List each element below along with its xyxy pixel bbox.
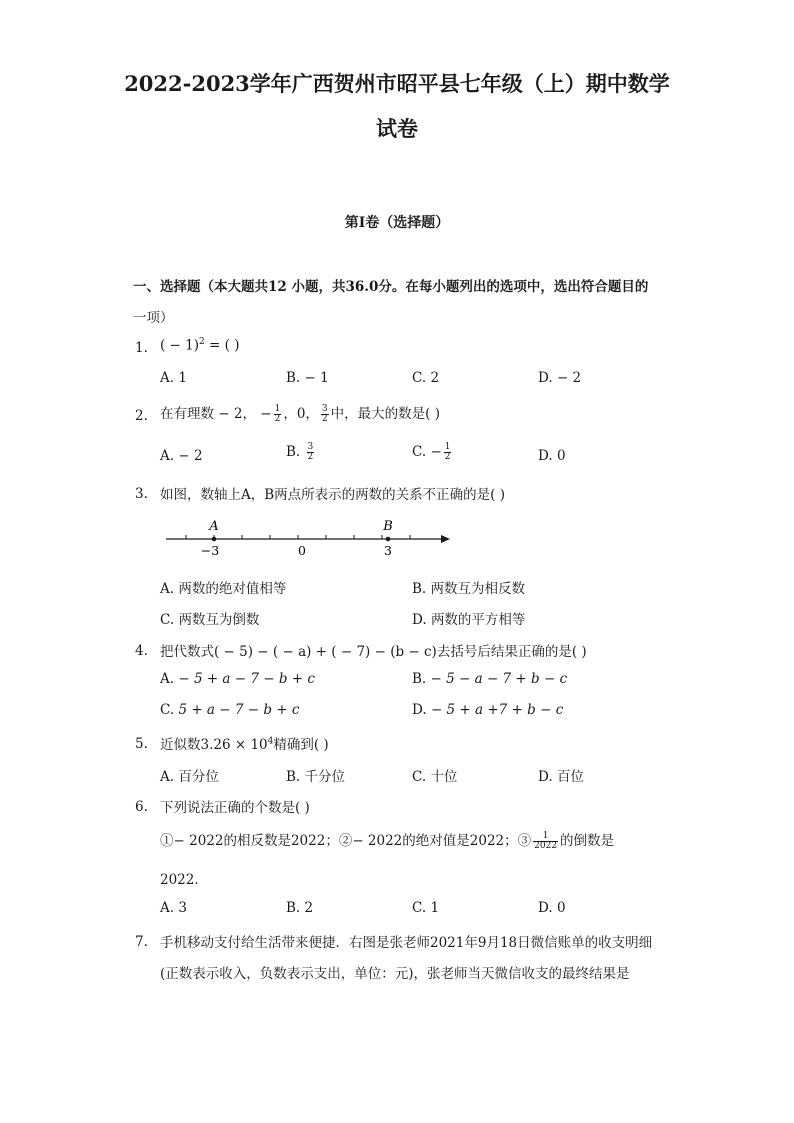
option-d[interactable] xyxy=(412,702,563,718)
question-number: 3. xyxy=(135,486,148,502)
option-a[interactable] xyxy=(160,671,315,687)
option-text: 两数的绝对值相等 xyxy=(178,581,287,597)
option-label: C. xyxy=(412,900,427,916)
denominator: 2 xyxy=(321,414,328,424)
option-text: 5 + a − 7 − b + c xyxy=(178,702,300,718)
option-c[interactable] xyxy=(160,608,259,628)
stem-tail: = ( ) xyxy=(204,337,240,354)
fraction xyxy=(533,832,558,851)
option-b[interactable] xyxy=(412,671,567,687)
option-text: 1 xyxy=(430,900,440,916)
stem-base: ( − 1) xyxy=(160,337,200,354)
statement-text: ①− 2022的相反数是2022；②− 2022的绝对值是2022；③ xyxy=(160,833,532,849)
option-label: B. xyxy=(286,769,301,785)
option-text: − 5 + a − 7 − b + c xyxy=(178,671,315,687)
point-b-label: B xyxy=(383,519,393,534)
question-stem xyxy=(160,733,329,753)
option-label: C. xyxy=(160,612,175,628)
option-label: D. xyxy=(412,612,427,628)
option-a[interactable] xyxy=(160,577,286,597)
option-label: A. xyxy=(160,900,175,916)
fraction xyxy=(307,443,315,462)
option-c[interactable] xyxy=(412,370,439,386)
option-text: 十位 xyxy=(430,769,458,785)
numerator: 3 xyxy=(307,442,314,452)
point-a-label: A xyxy=(209,519,219,534)
option-a[interactable] xyxy=(160,448,203,464)
section-heading-line2: 一项） xyxy=(133,310,174,326)
option-label: A. xyxy=(160,370,175,386)
exponent: 4 xyxy=(267,736,274,747)
denominator: 2 xyxy=(444,452,451,462)
denominator: 2022 xyxy=(534,841,558,851)
fraction xyxy=(444,443,452,462)
exam-title-line1: 2022-2023学年广西贺州市昭平县七年级（上）期中数学 xyxy=(124,71,670,96)
option-text: − 5 + a +7 + b − c xyxy=(430,702,564,718)
question-stem-line1: 手机移动支付给生活带来便捷．右图是张老师2021年9月18日微信账单的收支明细 xyxy=(160,935,653,951)
option-text: − 2 xyxy=(556,370,582,386)
option-a[interactable] xyxy=(160,370,187,386)
exponent: 2 xyxy=(199,337,205,347)
question-stem xyxy=(160,402,440,424)
option-label: D. xyxy=(538,370,553,386)
point-a-dot xyxy=(212,537,217,542)
statement-list xyxy=(160,829,614,851)
point-b-dot xyxy=(386,537,391,542)
option-c[interactable] xyxy=(160,702,299,718)
option-d[interactable] xyxy=(538,448,566,464)
option-text: − 1 xyxy=(304,370,329,386)
question-number: 1. xyxy=(135,340,148,356)
option-text: − 5 − a − 7 + b − c xyxy=(430,671,568,687)
question-stem-line2: (正数表示收入，负数表示支出，单位：元)，张老师当天微信收支的最终结果是 xyxy=(160,966,630,982)
option-label: A. xyxy=(160,671,175,687)
statement-continuation: 2022． xyxy=(160,872,208,888)
question-number: 6. xyxy=(135,799,148,815)
numerator: 1 xyxy=(274,404,281,414)
fraction xyxy=(321,405,329,424)
option-text: 0 xyxy=(556,448,566,464)
option-text: 3 xyxy=(178,900,187,916)
option-text: 2 xyxy=(304,900,314,916)
option-d[interactable] xyxy=(412,608,525,628)
part-title: 第Ⅰ卷（选择题） xyxy=(344,215,450,231)
option-prefix: − xyxy=(430,444,442,460)
option-label: B. xyxy=(286,370,301,386)
option-c[interactable] xyxy=(412,765,457,785)
option-d[interactable] xyxy=(538,765,584,785)
option-a[interactable] xyxy=(160,765,219,785)
question-number: 7. xyxy=(135,934,148,950)
option-label: A. xyxy=(160,769,175,785)
option-b[interactable] xyxy=(286,443,316,462)
numerator: 3 xyxy=(321,404,328,414)
option-text: 0 xyxy=(556,900,566,916)
section-heading-line1: 一、选择题（本大题共12 小题，共36.0分。在每小题列出的选项中，选出符合题目的 xyxy=(133,279,649,295)
stem-part: ，0， xyxy=(283,406,319,422)
option-d[interactable] xyxy=(538,370,581,386)
question-stem: 把代数式( − 5) − ( − a) + ( − 7) − (b − c)去括号后结果正确的是( ) xyxy=(160,644,587,660)
option-c[interactable] xyxy=(412,443,453,462)
option-b[interactable] xyxy=(286,900,313,916)
option-c[interactable] xyxy=(412,900,439,916)
question-stem xyxy=(160,337,240,354)
question-stem: 如图，数轴上A，B两点所表示的两数的关系不正确的是( ) xyxy=(160,487,505,503)
question-stem: 下列说法正确的个数是( ) xyxy=(160,800,310,816)
question-number: 2. xyxy=(135,408,148,424)
option-label: C. xyxy=(412,769,427,785)
option-label: B. xyxy=(286,444,301,460)
exam-title-line2: 试卷 xyxy=(376,116,418,141)
fraction xyxy=(274,405,282,424)
option-label: C. xyxy=(412,370,427,386)
option-text: 百分位 xyxy=(178,769,219,785)
option-label: D. xyxy=(538,769,553,785)
question-number: 5. xyxy=(135,736,148,752)
stem-part: 精确到( ) xyxy=(273,737,329,753)
option-text: 两数互为倒数 xyxy=(178,612,260,628)
option-label: C. xyxy=(412,444,427,460)
tick-label-3: 3 xyxy=(384,543,392,558)
option-b[interactable] xyxy=(286,370,329,386)
option-text: − 2 xyxy=(178,448,203,464)
option-label: A. xyxy=(160,581,175,597)
option-text: 1 xyxy=(178,370,187,386)
option-d[interactable] xyxy=(538,900,566,916)
denominator: 2 xyxy=(274,414,281,424)
tick-label-neg3: −3 xyxy=(200,543,220,558)
denominator: 2 xyxy=(307,452,314,462)
option-label: B. xyxy=(412,581,427,597)
option-label: B. xyxy=(286,900,301,916)
numerator: 1 xyxy=(444,442,451,452)
statement-text: 的倒数是 xyxy=(560,833,615,849)
option-a[interactable] xyxy=(160,900,187,916)
option-b[interactable] xyxy=(286,765,345,785)
option-label: D. xyxy=(538,900,553,916)
stem-part: 中，最大的数是( ) xyxy=(330,406,440,422)
option-label: D. xyxy=(412,702,427,718)
option-text: 两数的平方相等 xyxy=(430,612,526,628)
option-text: 两数互为相反数 xyxy=(430,581,526,597)
option-text: 千分位 xyxy=(304,769,346,785)
tick-label-0: 0 xyxy=(298,543,306,558)
stem-part: 在有理数 − 2， − xyxy=(160,406,272,422)
option-text: 百位 xyxy=(556,769,584,785)
number-line-figure xyxy=(160,515,460,560)
numerator: 1 xyxy=(533,832,558,842)
option-b[interactable] xyxy=(412,577,525,597)
option-text: 2 xyxy=(430,370,440,386)
stem-part: 近似数3.26 × 10 xyxy=(160,737,268,753)
option-label: C. xyxy=(160,702,175,718)
question-number: 4. xyxy=(135,643,148,659)
option-label: B. xyxy=(412,671,427,687)
arrow-head-icon xyxy=(441,535,450,543)
option-label: A. xyxy=(160,448,175,464)
option-label: D. xyxy=(538,448,553,464)
